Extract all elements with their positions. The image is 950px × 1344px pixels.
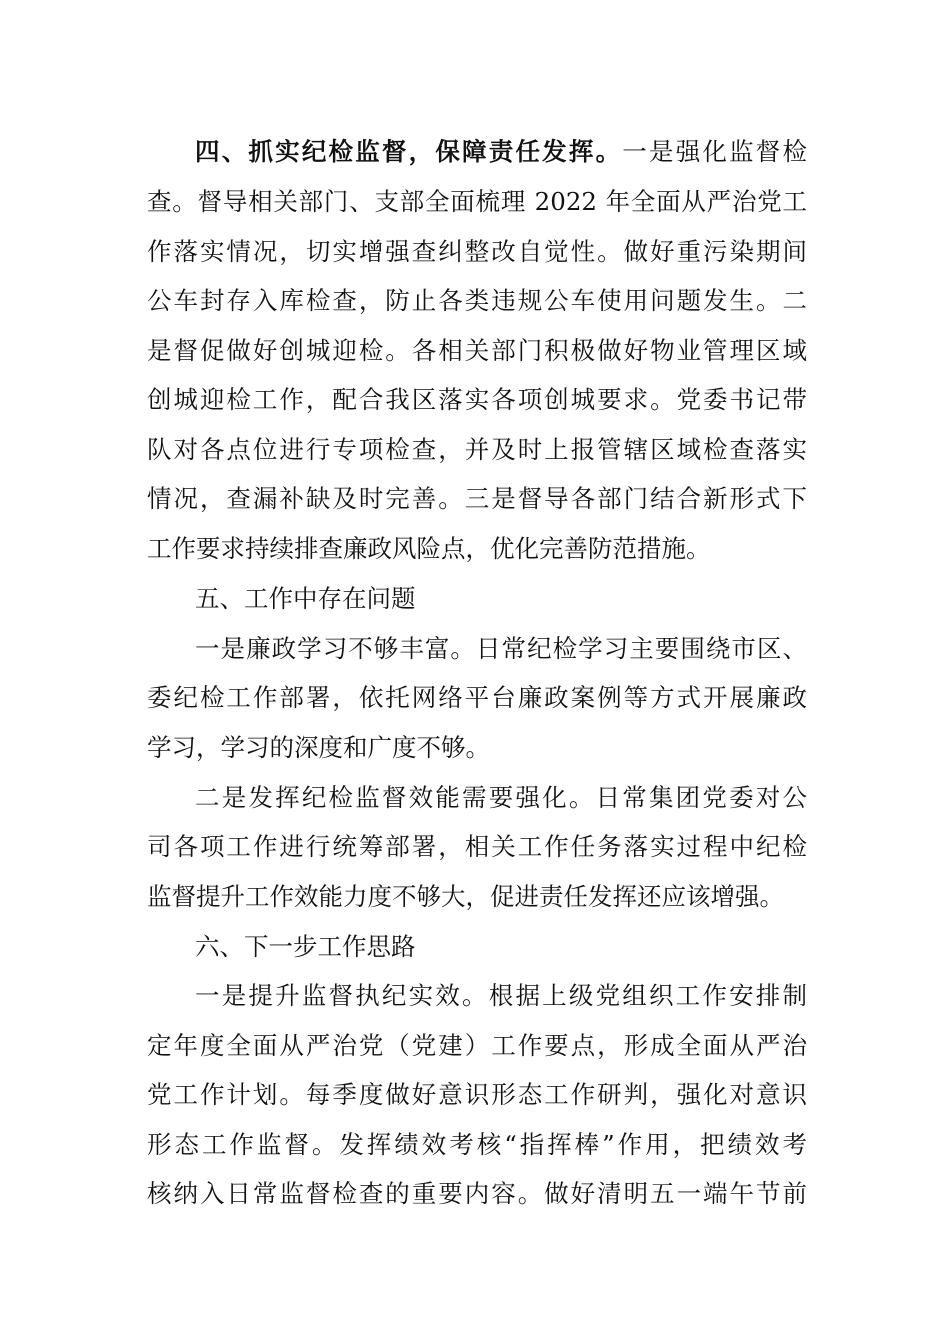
section-4-line-5: 创城迎检工作，配合我区落实各项创城要求。党委书记带	[147, 385, 807, 414]
section-4-line-1: 查。督导相关部门、支部全面梳理 2022 年全面从严治党工	[147, 187, 807, 216]
section-6-heading: 六、下一步工作思路	[195, 932, 416, 961]
section-4-line-7: 情况，查漏补缺及时完善。三是督导各部门结合新形式下	[147, 484, 807, 513]
section-5-heading: 五、工作中存在问题	[195, 584, 416, 613]
section-6-para1-line-2: 党工作计划。每季度做好意识形态工作研判，强化对意识	[147, 1080, 807, 1109]
section-5-para1-line-0: 一是廉政学习不够丰富。日常纪检学习主要围绕市区、	[195, 634, 807, 663]
section-6-para1-line-3: 形态工作监督。发挥绩效考核“指挥棒”作用，把绩效考	[147, 1130, 807, 1159]
section-6-para1-line-1: 定年度全面从严治党（党建）工作要点，形成全面从严治	[147, 1031, 807, 1060]
section-4-line-3: 公车封存入库检查，防止各类违规公车使用问题发生。二	[147, 286, 807, 315]
section-4-heading: 四、抓实纪检监督，保障责任发挥。	[195, 137, 623, 166]
section-6-para1-line-4: 核纳入日常监督检查的重要内容。做好清明五一端午节前	[147, 1179, 807, 1208]
section-5-para2-line-2: 监督提升工作效能力度不够大，促进责任发挥还应该增强。	[147, 882, 784, 911]
section-5-para1-line-1: 委纪检工作部署，依托网络平台廉政案例等方式开展廉政	[147, 683, 807, 712]
section-4-line-0: 一是强化监督检	[622, 137, 808, 166]
section-6-para1-line-0: 一是提升监督执纪实效。根据上级党组织工作安排制	[195, 981, 807, 1010]
section-4-line-6: 队对各点位进行专项检查，并及时上报管辖区域检查落实	[147, 435, 807, 464]
section-4-line-8: 工作要求持续排查廉政风险点，优化完善防范措施。	[147, 534, 711, 563]
section-5-para2-line-1: 司各项工作进行统筹部署，相关工作任务落实过程中纪检	[147, 832, 807, 861]
section-4-line-2: 作落实情况，切实增强查纠整改自觉性。做好重污染期间	[147, 237, 807, 266]
section-4-first-line	[195, 134, 807, 170]
section-4-line-4: 是督促做好创城迎检。各相关部门积极做好物业管理区域	[147, 336, 807, 365]
section-5-para1-line-2: 学习，学习的深度和广度不够。	[147, 733, 490, 762]
section-5-para2-line-0: 二是发挥纪检监督效能需要强化。日常集团党委对公	[195, 783, 807, 812]
